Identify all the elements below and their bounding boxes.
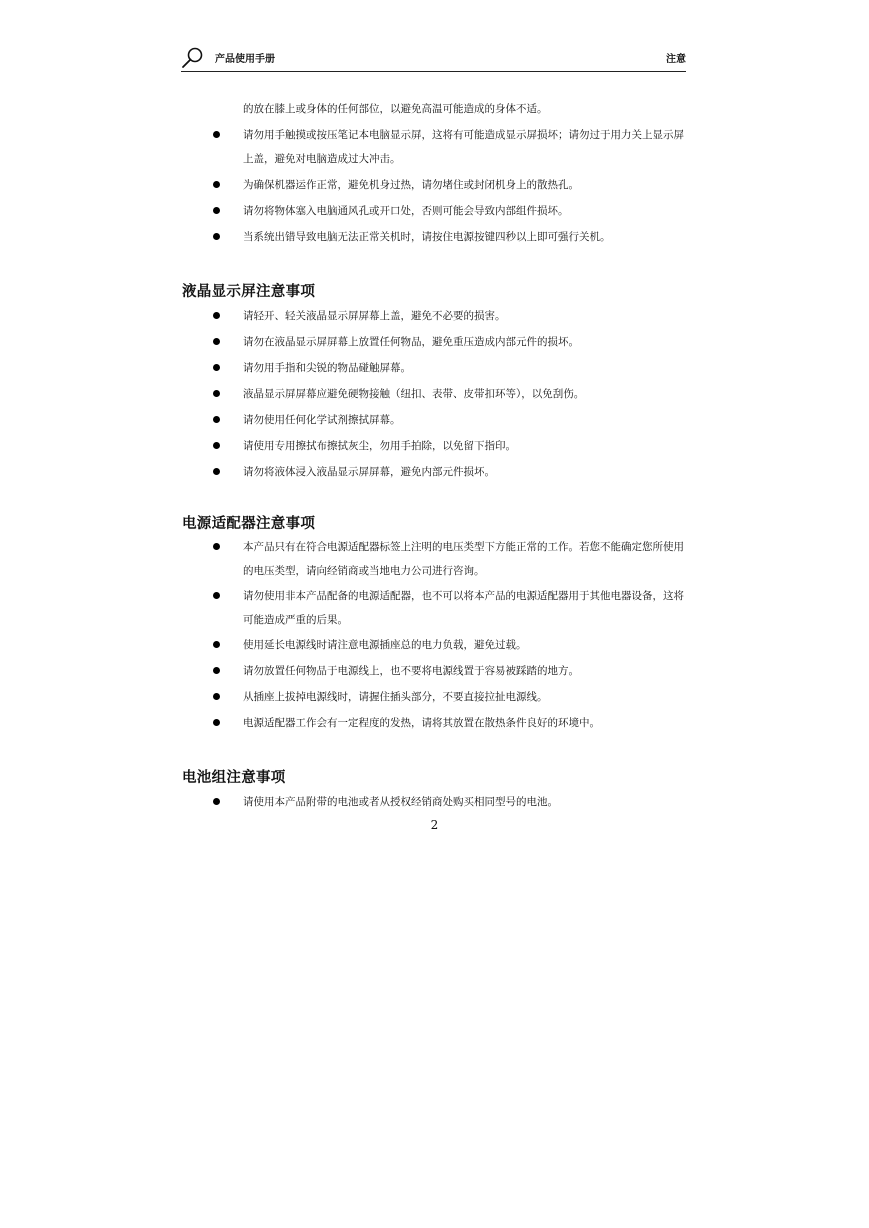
bullet-icon: [213, 641, 220, 648]
list-item: 的放在膝上或身体的任何部位，以避免高温可能造成的身体不适。: [243, 103, 548, 115]
bullet-icon: [213, 693, 220, 700]
search-icon: [181, 46, 205, 70]
list-item: 请勿将物体塞入电脑通风孔或开口处，否则可能会导致内部组件损坏。: [243, 205, 569, 217]
bullet-icon: [213, 543, 220, 550]
bullet-icon: [213, 442, 220, 449]
bullet-icon: [213, 131, 220, 138]
list-item: 请勿用手指和尖锐的物品碰触屏幕。: [243, 362, 411, 374]
list-item: 请使用本产品附带的电池或者从授权经销商处购买相同型号的电池。: [243, 796, 558, 808]
section-heading-battery: 电池组注意事项: [182, 770, 286, 786]
list-item: 请勿将液体浸入液晶显示屏屏幕，避免内部元件损坏。: [243, 466, 495, 478]
section-label: 注意: [666, 54, 686, 65]
list-item: 请轻开、轻关液晶显示屏屏幕上盖，避免不必要的损害。: [243, 310, 506, 322]
list-item: 请勿用手触摸或按压笔记本电脑显示屏，这将有可能造成显示屏损坏；请勿过于用力关上显示屏上盖，避免对电脑造成过大冲击。: [243, 129, 684, 165]
manual-title: 产品使用手册: [215, 54, 275, 65]
bullet-icon: [213, 312, 220, 319]
header-divider: [181, 71, 686, 72]
list-item: 请勿使用任何化学试剂擦拭屏幕。: [243, 414, 401, 426]
bullet-icon: [213, 468, 220, 475]
list-item: 液晶显示屏屏幕应避免硬物接触（纽扣、表带、皮带扣环等），以免刮伤。: [243, 388, 585, 400]
list-item: 从插座上拔掉电源线时，请握住插头部分，不要直接拉扯电源线。: [243, 691, 548, 703]
bullet-icon: [213, 207, 220, 214]
bullet-icon: [213, 233, 220, 240]
bullet-icon: [213, 338, 220, 345]
list-item: 本产品只有在符合电源适配器标签上注明的电压类型下方能正常的工作。若您不能确定您所使用的电压类型，请向经销商或当地电力公司进行咨询。: [243, 541, 684, 577]
bullet-icon: [213, 390, 220, 397]
list-item: 电源适配器工作会有一定程度的发热，请将其放置在散热条件良好的环境中。: [243, 717, 600, 729]
bullet-icon: [213, 667, 220, 674]
list-item: 请勿使用非本产品配备的电源适配器，也不可以将本产品的电源适配器用于其他电器设备，这将可能造成严重的后果。: [243, 590, 684, 626]
bullet-icon: [213, 364, 220, 371]
bullet-icon: [213, 416, 220, 423]
list-item: 请勿在液晶显示屏屏幕上放置任何物品，避免重压造成内部元件的损坏。: [243, 336, 579, 348]
section-heading-power: 电源适配器注意事项: [182, 516, 316, 532]
list-item: 使用延长电源线时请注意电源插座总的电力负载，避免过载。: [243, 639, 527, 651]
section-heading-lcd: 液晶显示屏注意事项: [182, 284, 316, 300]
list-item: 请勿放置任何物品于电源线上，也不要将电源线置于容易被踩踏的地方。: [243, 665, 579, 677]
bullet-icon: [213, 181, 220, 188]
bullet-icon: [213, 719, 220, 726]
list-item: 为确保机器运作正常，避免机身过热，请勿堵住或封闭机身上的散热孔。: [243, 179, 579, 191]
bullet-icon: [213, 798, 220, 805]
page-number: 2: [430, 818, 439, 832]
list-item: 当系统出错导致电脑无法正常关机时，请按住电源按键四秒以上即可强行关机。: [243, 231, 611, 243]
list-item: 请使用专用擦拭布擦拭灰尘，勿用手拍除，以免留下指印。: [243, 440, 516, 452]
bullet-icon: [213, 592, 220, 599]
page-header: [181, 44, 686, 72]
